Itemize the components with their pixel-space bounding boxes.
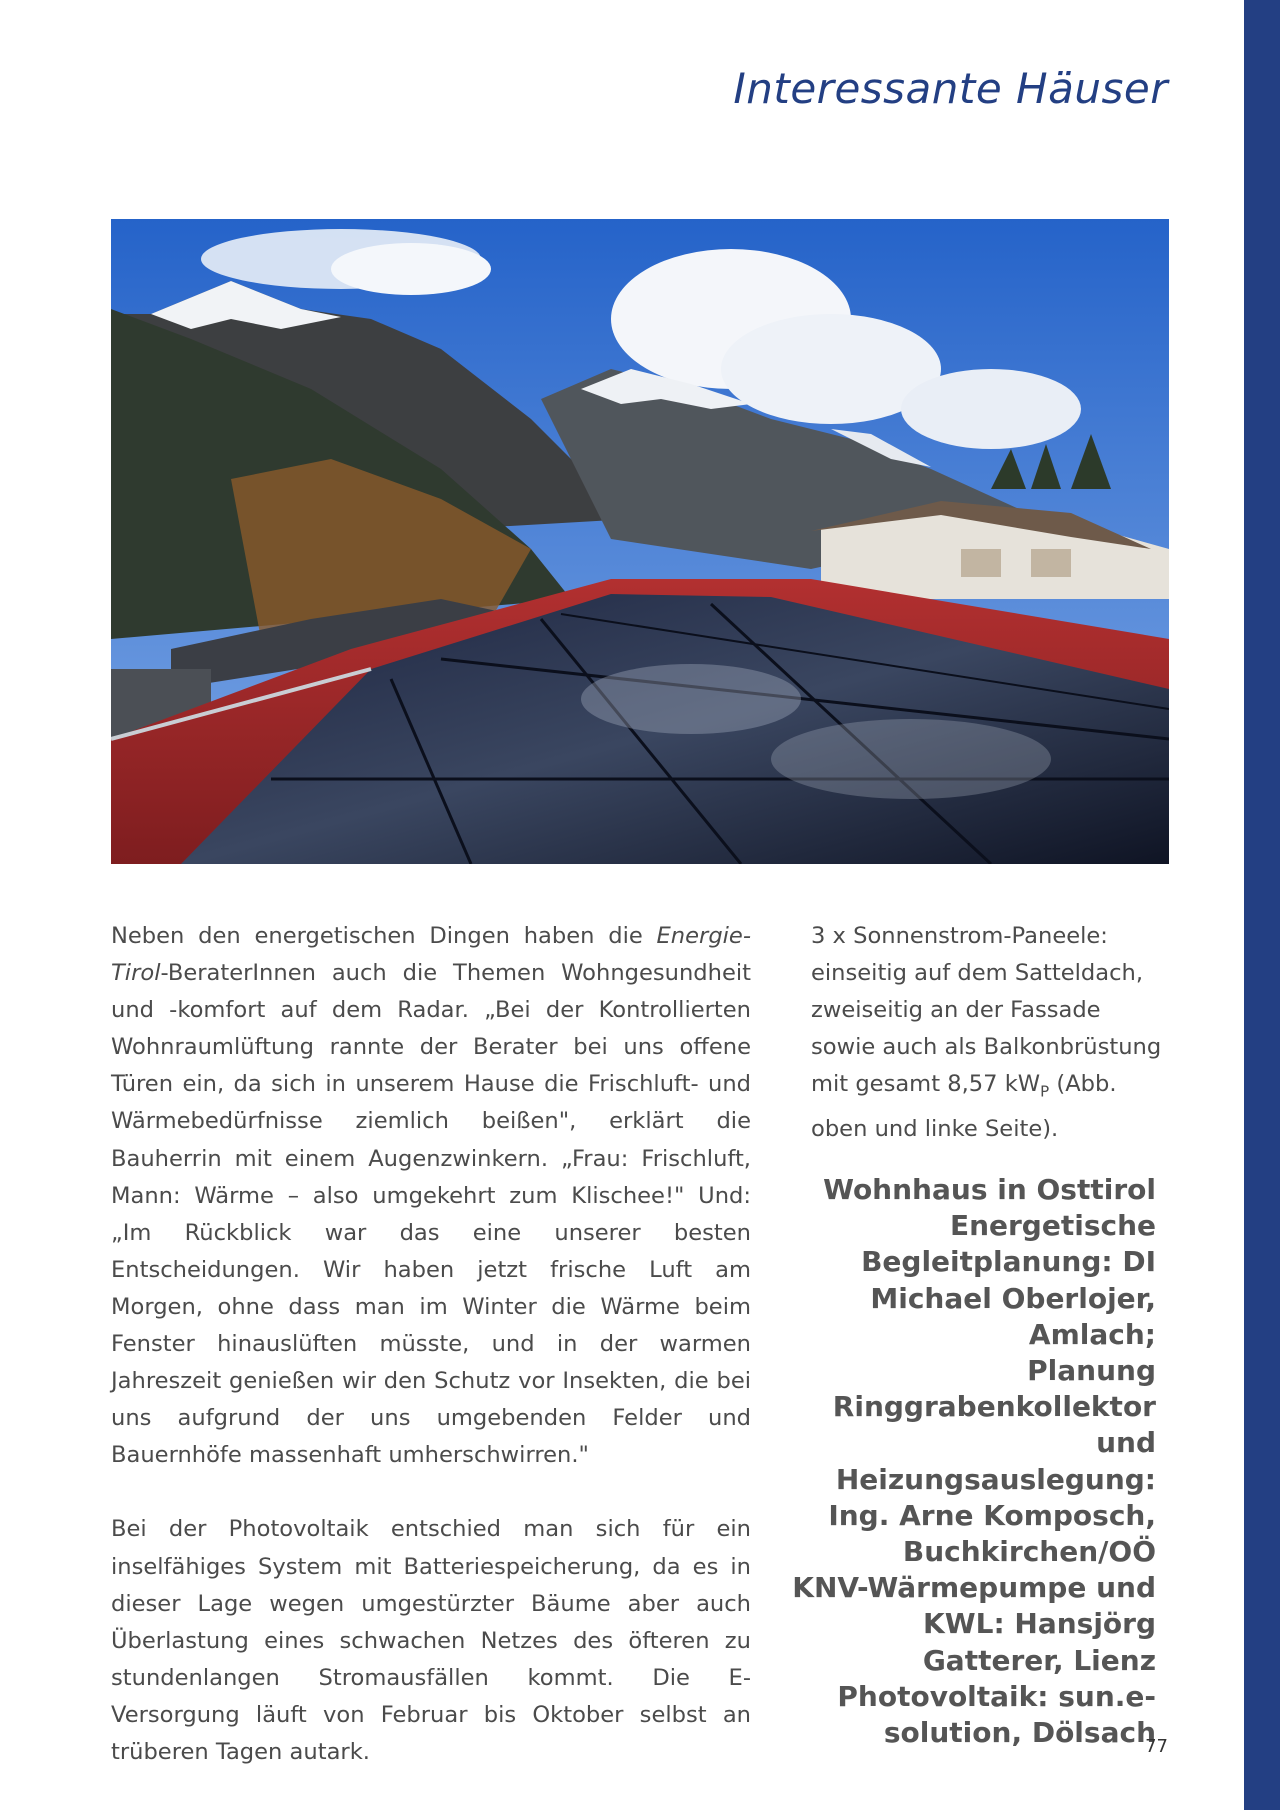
credit-heating-planning: Planung Ringgrabenkollektor und Heizungsauslegung: Ing. Arne Komposch, Buchkirchen/OÖ (828, 1354, 1156, 1569)
credit-photovoltaics: Photovoltaik: sun.e-solution, Dölsach (837, 1679, 1156, 1750)
credit-energy-planning: Energetische Begleitplanung: DI Michael Oberlojer, Amlach; (861, 1209, 1156, 1351)
credit-heat-pump: KNV-Wärmepumpe und KWL: Hansjörg Gatterer, Lienz (792, 1571, 1156, 1677)
kwp-subscript: P (1040, 1082, 1050, 1101)
article-body (111, 918, 751, 1771)
article-paragraph-1: Neben den energetischen Dingen haben die Energie-Tirol-BeraterInnen auch die Themen Wohngesundheit und -komfort auf dem Radar. „Bei der Kontrollierten Wohnraumlüftung rannte der Berater bei uns offene Türen ein, da sich in unserem Hause die Frischluft- und Wärmebedürfnisse ziemlich beißen", erklärt die Bauherrin mit einem Augenzwinkern. „Frau: Frischluft, Mann: Wärme – also umgekehrt zum Klischee!" Und: „Im Rückblick war das eine unserer besten Entscheidungen. Wir haben jetzt frische Luft am Morgen, ohne dass man im Winter die Wärme beim Fenster hinauslüften müsste, und in der warmen Jahreszeit genießen wir den Schutz vor Insekten, die bei uns aufgrund der uns umgebenden Felder und Bauernhöfe massenhaft umherschwirren." (111, 923, 751, 1469)
project-credits (776, 1172, 1156, 1751)
house-solar-roof-photo (111, 219, 1169, 864)
pv-info-text: 3 x Sonnenstrom-Paneele: einseitig auf dem Satteldach, zweiseitig an der Fassade sowie auch als Balkonbrüstung mit gesamt 8,57 $kW_P$ (Abb. oben und linke Seite). (811, 923, 1162, 1142)
page-number: 77 (1145, 1736, 1168, 1757)
credit-title: Wohnhaus in Osttirol (823, 1173, 1156, 1206)
article-paragraph-2: Bei der Photovoltaik entschied man sich für ein inselfähiges System mit Batteriespeicherung, da es in dieser Lage wegen umgestürzter Bäume aber auch Überlastung eines schwachen Netzes des öfteren zu stundenlangen Stromausfällen kommt. Die E-Versorgung läuft von Februar bis Oktober selbst an trüberen Tagen autark. (111, 1516, 751, 1765)
side-color-bar (1244, 0, 1280, 1810)
section-title: Interessante Häuser (733, 64, 1168, 113)
energie-tirol-italic: Energie-Tirol (111, 923, 751, 987)
